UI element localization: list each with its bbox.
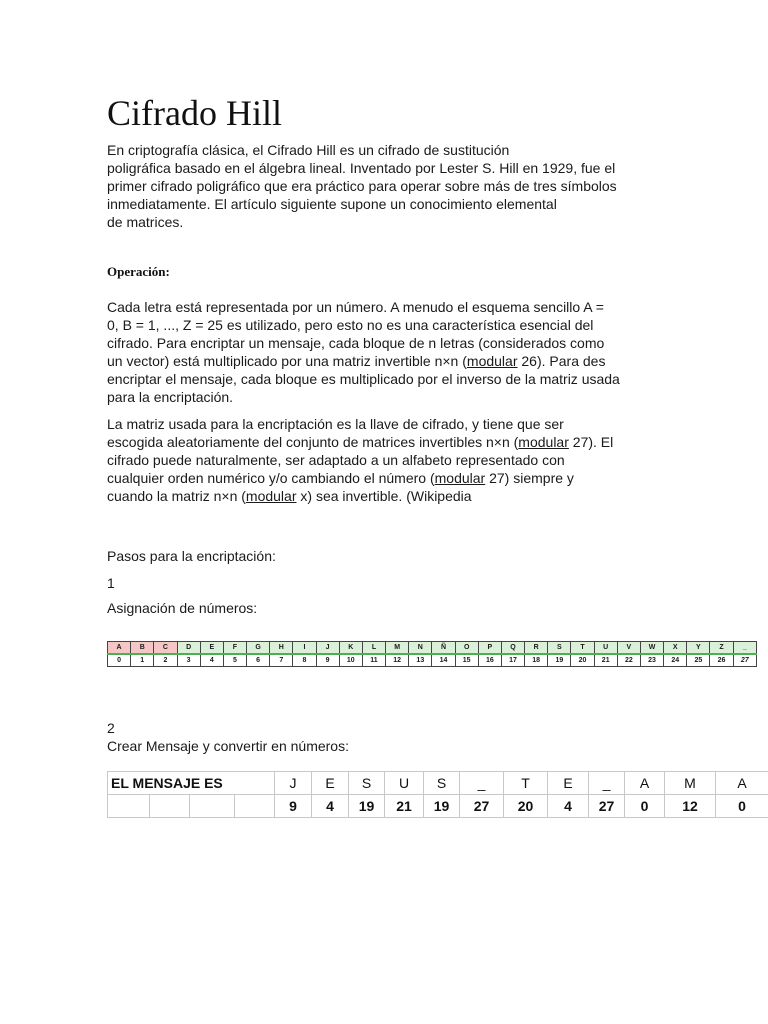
alphabet-table	[107, 641, 757, 667]
text-line	[107, 352, 620, 370]
message-value-cell: 4	[548, 795, 589, 818]
message-value-cell: 19	[424, 795, 460, 818]
text-fragment: escogida aleatoriamente del conjunto de matrices invertibles n×n (	[107, 434, 519, 450]
page-title: Cifrado Hill	[107, 93, 282, 133]
alphabet-number-cell: 26	[710, 654, 733, 667]
step-2-label: Crear Mensaje y convertir en números:	[107, 738, 349, 754]
alphabet-letter-cell: A	[108, 642, 131, 655]
alphabet-number-cell: 23	[640, 654, 663, 667]
intro-line: poligráfica basado en el álgebra lineal. Inventado por Lester S. Hill en 1929, fue el	[107, 160, 616, 176]
message-letter-cell: E	[312, 772, 349, 795]
table-cell-empty	[108, 795, 150, 818]
alphabet-number-cell: 14	[432, 654, 455, 667]
alphabet-letter-cell: _	[733, 642, 756, 655]
alphabet-number-cell: 0	[108, 654, 131, 667]
message-letters-row	[108, 772, 768, 795]
alphabet-letter-cell: F	[223, 642, 246, 655]
text-line: 0, B = 1, ..., Z = 25 es utilizado, pero esto no es una característica esencial del	[107, 317, 594, 333]
message-letter-cell: M	[665, 772, 716, 795]
text-fragment: un vector) está multiplicado por una matriz invertible n×n (	[107, 353, 467, 369]
message-value-cell: 9	[275, 795, 312, 818]
alphabet-number-cell: 5	[223, 654, 246, 667]
alphabet-letter-cell: S	[548, 642, 571, 655]
alphabet-number-cell: 19	[548, 654, 571, 667]
alphabet-letter-cell: I	[293, 642, 316, 655]
alphabet-number-cell: 13	[409, 654, 432, 667]
message-value-cell: 27	[589, 795, 625, 818]
intro-line: de matrices.	[107, 214, 184, 230]
text-line: La matriz usada para la encriptación es la llave de cifrado, y tiene que ser	[107, 416, 564, 432]
alphabet-letter-cell: M	[386, 642, 409, 655]
step-2-number: 2	[107, 720, 115, 736]
text-line	[107, 433, 613, 451]
alphabet-number-cell: 20	[571, 654, 594, 667]
alphabet-letters-row	[108, 642, 757, 655]
modular-link[interactable]: modular	[245, 488, 297, 504]
text-line	[107, 469, 613, 487]
alphabet-letter-cell: P	[478, 642, 501, 655]
alphabet-letter-cell: T	[571, 642, 594, 655]
table-cell-empty	[190, 795, 235, 818]
intro-line: primer cifrado poligráfico que era práctico para operar sobre más de tres símbolos	[107, 178, 617, 194]
operation-heading: Operación:	[107, 264, 170, 279]
message-value-cell: 20	[504, 795, 548, 818]
alphabet-letter-cell: O	[455, 642, 478, 655]
alphabet-number-cell: 6	[247, 654, 270, 667]
alphabet-number-cell: 7	[270, 654, 293, 667]
alphabet-number-cell: 16	[478, 654, 501, 667]
intro-paragraph	[107, 141, 617, 231]
alphabet-number-cell: 21	[594, 654, 617, 667]
document-page	[107, 0, 768, 1024]
text-line: cifrado. Para encriptar un mensaje, cada bloque de n letras (considerados como	[107, 335, 605, 351]
alphabet-number-cell: 27	[733, 654, 756, 667]
message-letter-cell: A	[625, 772, 665, 795]
message-letter-cell: _	[460, 772, 504, 795]
alphabet-number-cell: 9	[316, 654, 339, 667]
message-value-cell: 0	[716, 795, 768, 818]
intro-line: En criptografía clásica, el Cifrado Hill es un cifrado de sustitución	[107, 142, 510, 158]
text-fragment: 26). Para des	[517, 353, 606, 369]
modular-link[interactable]: modular	[518, 434, 569, 450]
table-cell-empty	[235, 772, 275, 795]
alphabet-number-cell: 3	[177, 654, 200, 667]
alphabet-number-cell: 22	[617, 654, 640, 667]
alphabet-letter-cell: R	[525, 642, 548, 655]
table-cell-empty	[150, 795, 190, 818]
modular-link[interactable]: modular	[434, 470, 486, 486]
alphabet-number-cell: 17	[501, 654, 524, 667]
alphabet-number-cell: 1	[131, 654, 154, 667]
text-fragment: 27). El	[568, 434, 614, 450]
message-letter-cell: E	[548, 772, 589, 795]
message-table	[107, 771, 768, 818]
table-cell-empty	[235, 795, 275, 818]
alphabet-number-cell: 11	[362, 654, 385, 667]
alphabet-number-cell: 2	[154, 654, 177, 667]
alphabet-number-cell: 12	[386, 654, 409, 667]
intro-line: inmediatamente. El artículo siguiente supone un conocimiento elemental	[107, 196, 557, 212]
text-fragment: cualquier orden numérico y/o cambiando el número (	[107, 470, 435, 486]
steps-heading: Pasos para la encriptación:	[107, 548, 276, 564]
text-line: Cada letra está representada por un número. A menudo el esquema sencillo A =	[107, 299, 604, 315]
message-value-cell: 4	[312, 795, 349, 818]
alphabet-number-cell: 24	[664, 654, 687, 667]
alphabet-letter-cell: L	[362, 642, 385, 655]
alphabet-letter-cell: V	[617, 642, 640, 655]
message-value-cell: 0	[625, 795, 665, 818]
alphabet-letter-cell: G	[247, 642, 270, 655]
message-value-cell: 21	[385, 795, 424, 818]
alphabet-number-cell: 10	[339, 654, 362, 667]
alphabet-letter-cell: H	[270, 642, 293, 655]
message-label: EL MENSAJE ES	[108, 772, 235, 795]
message-value-cell: 27	[460, 795, 504, 818]
alphabet-letter-cell: X	[664, 642, 687, 655]
alphabet-letter-cell: N	[409, 642, 432, 655]
alphabet-letter-cell: E	[200, 642, 223, 655]
text-line	[107, 487, 613, 505]
alphabet-letter-cell: B	[131, 642, 154, 655]
step-1-label: Asignación de números:	[107, 600, 258, 616]
alphabet-letter-cell: Y	[687, 642, 710, 655]
alphabet-letter-cell: K	[339, 642, 362, 655]
message-letter-cell: S	[349, 772, 385, 795]
text-fragment: x) sea invertible. (Wikipedia	[296, 488, 472, 504]
alphabet-number-cell: 18	[525, 654, 548, 667]
message-letter-cell: S	[424, 772, 460, 795]
alphabet-letter-cell: U	[594, 642, 617, 655]
alphabet-letter-cell: Q	[501, 642, 524, 655]
alphabet-number-cell: 15	[455, 654, 478, 667]
text-fragment: 27) siempre y	[485, 470, 574, 486]
alphabet-letter-cell: W	[640, 642, 663, 655]
message-letter-cell: A	[716, 772, 768, 795]
alphabet-number-cell: 8	[293, 654, 316, 667]
alphabet-letter-cell: C	[154, 642, 177, 655]
step-1-number: 1	[107, 575, 115, 591]
modular-link[interactable]: modular	[466, 353, 518, 369]
text-line: encriptar el mensaje, cada bloque es multiplicado por el inverso de la matriz usada	[107, 371, 620, 387]
alphabet-letter-cell: D	[177, 642, 200, 655]
operation-paragraph-2	[107, 415, 613, 505]
message-letter-cell: _	[589, 772, 625, 795]
message-value-cell: 12	[665, 795, 716, 818]
message-value-cell: 19	[349, 795, 385, 818]
message-letter-cell: U	[385, 772, 424, 795]
alphabet-letter-cell: Z	[710, 642, 733, 655]
alphabet-letter-cell: J	[316, 642, 339, 655]
alphabet-numbers-row	[108, 654, 757, 667]
text-fragment: cuando la matriz n×n (	[107, 488, 246, 504]
alphabet-number-cell: 25	[687, 654, 710, 667]
text-line: cifrado puede naturalmente, ser adaptado a un alfabeto representado con	[107, 452, 565, 468]
alphabet-letter-cell: Ñ	[432, 642, 455, 655]
message-letter-cell: T	[504, 772, 548, 795]
text-line: para la encriptación.	[107, 389, 234, 405]
message-values-row	[108, 795, 768, 818]
message-letter-cell: J	[275, 772, 312, 795]
operation-paragraph-1	[107, 298, 620, 406]
alphabet-number-cell: 4	[200, 654, 223, 667]
